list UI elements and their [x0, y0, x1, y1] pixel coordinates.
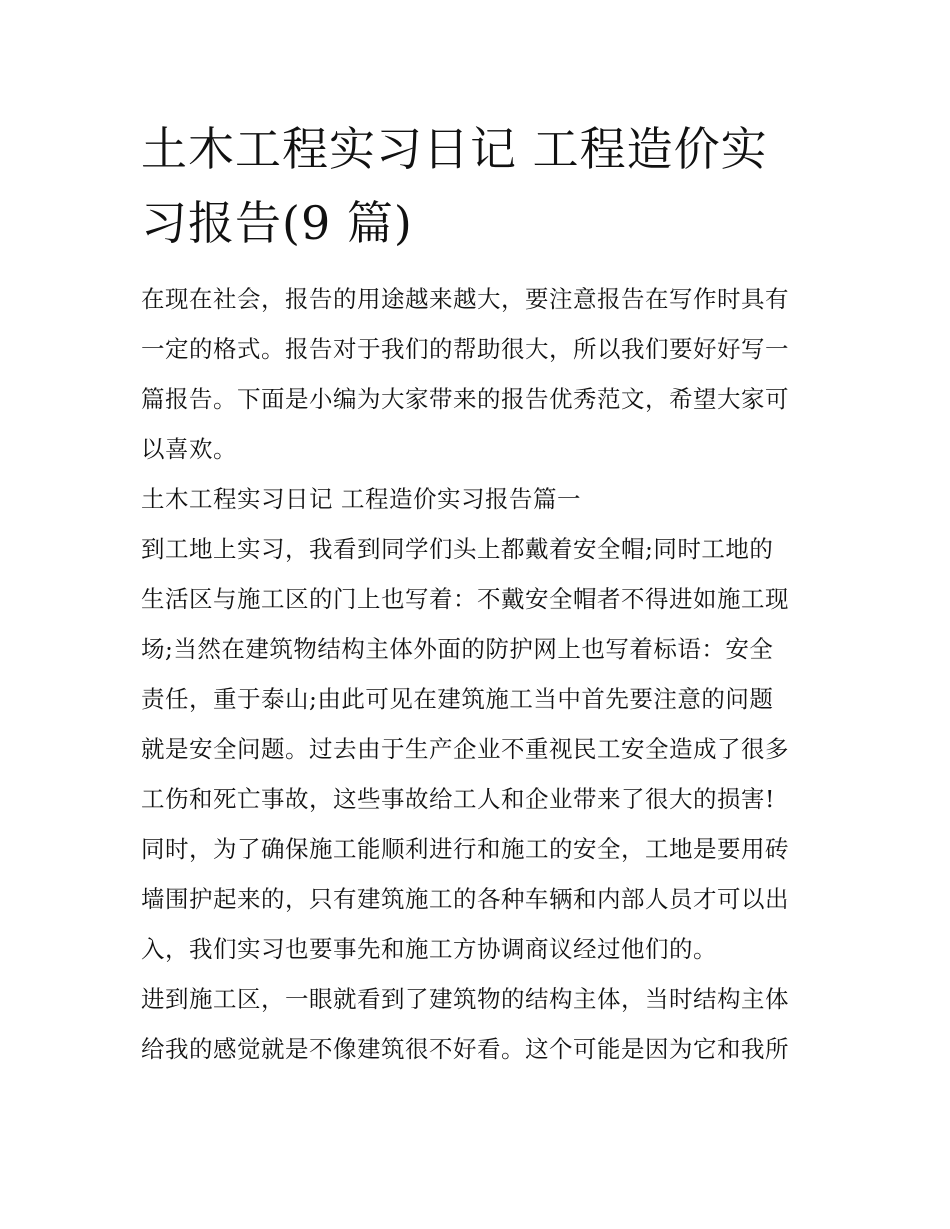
text-line: 工伤和死亡事故，这些事故给工人和企业带来了很大的损害! [141, 785, 775, 813]
document-title [141, 112, 813, 260]
title-line: 习报告(9 篇) [141, 196, 413, 250]
text-line: 生活区与施工区的门上也写着：不戴安全帽者不得进如施工现 [141, 585, 789, 613]
text-line: 篇报告。下面是小编为大家带来的报告优秀范文，希望大家可 [141, 385, 789, 413]
text-line: 到工地上实习，我看到同学们头上都戴着安全帽;同时工地的 [141, 535, 774, 563]
text-line: 在现在社会，报告的用途越来越大，要注意报告在写作时具有 [141, 285, 789, 313]
text-line: 责任，重于泰山;由此可见在建筑施工当中首先要注意的问题 [141, 685, 774, 713]
text-line: 同时，为了确保施工能顺利进行和施工的安全，工地是要用砖 [141, 835, 789, 863]
title-line: 土木工程实习日记 工程造价实 [141, 122, 768, 176]
text-line: 入，我们实习也要事先和施工方协调商议经过他们的。 [141, 935, 717, 963]
body-paragraph-1 [141, 524, 813, 974]
section-heading: 土木工程实习日记 工程造价实习报告篇一 [141, 485, 581, 513]
text-line: 给我的感觉就是不像建筑很不好看。这个可能是因为它和我所 [141, 1035, 789, 1063]
intro-paragraph [141, 274, 813, 474]
document-page [141, 112, 813, 1074]
text-line: 墙围护起来的，只有建筑施工的各种车辆和内部人员才可以出 [141, 885, 789, 913]
text-line: 一定的格式。报告对于我们的帮助很大，所以我们要好好写一 [141, 335, 789, 363]
body-paragraph-2 [141, 974, 813, 1074]
text-line: 进到施工区，一眼就看到了建筑物的结构主体，当时结构主体 [141, 985, 789, 1013]
text-line: 就是安全问题。过去由于生产企业不重视民工安全造成了很多 [141, 735, 789, 763]
text-line: 以喜欢。 [141, 435, 237, 463]
text-line: 场;当然在建筑物结构主体外面的防护网上也写着标语：安全 [141, 635, 774, 663]
